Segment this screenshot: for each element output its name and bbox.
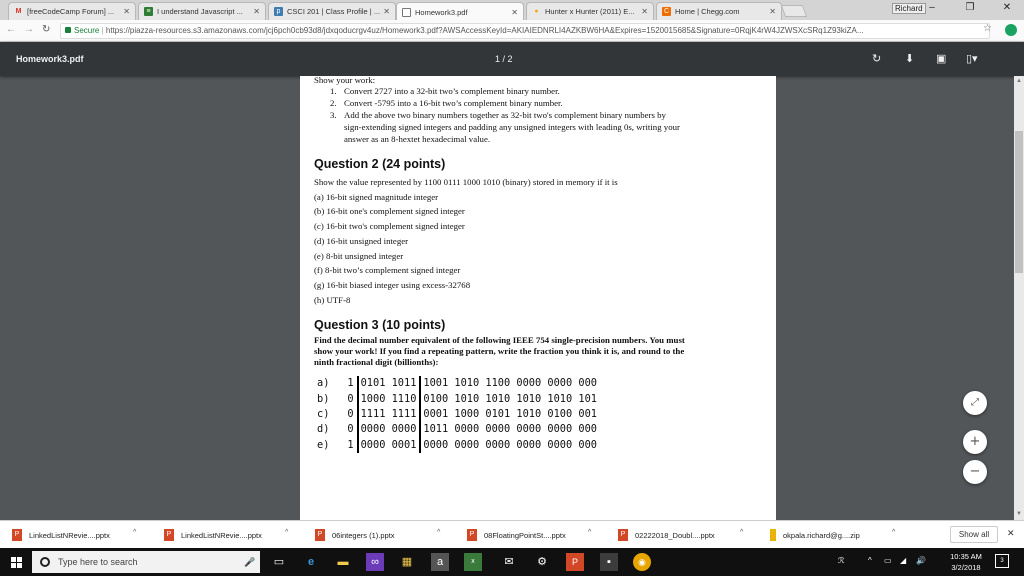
list-item: (b) 16-bit one's complement signed integer <box>314 206 465 217</box>
page-icon: ≡ <box>144 7 153 16</box>
list-item: (g) 16-bit biased integer using excess-32768 <box>314 279 471 290</box>
forward-icon[interactable]: → <box>24 24 34 35</box>
zoom-in-icon[interactable]: + <box>963 430 987 454</box>
pdf-title: Homework3.pdf <box>16 54 84 64</box>
url-text: https://piazza-resources.s3.amazonaws.com/jcj6pch0cb93d8/jdxqoducrgv4uz/Homework3.pdf?AWSAccessKeyId=AKIAIEDNRLI4AZKBW6HA&Expires=1520015685&Signature=0RqjK4rW4JZWSXcSRq1Z93kiZA... <box>105 26 864 35</box>
print-icon[interactable]: ▣ <box>936 53 947 65</box>
bookmark-star-icon[interactable]: ☆ <box>983 23 992 34</box>
secure-label: Secure <box>74 26 100 35</box>
powerpoint-icon: P <box>164 529 174 541</box>
download-name: LinkedListNRevie....pptx <box>29 530 110 540</box>
tab-chegg[interactable] <box>656 2 782 20</box>
address-toolbar <box>0 20 1024 42</box>
restore-icon[interactable]: ❐ <box>965 2 975 13</box>
powerpoint-icon: P <box>315 529 325 541</box>
row-label: c) <box>317 407 330 420</box>
piazza-icon: p <box>274 7 283 16</box>
notification-icon[interactable]: 3 <box>995 554 1009 568</box>
list-item <box>330 97 764 109</box>
mail-icon[interactable]: ✉ <box>504 556 514 568</box>
visual-studio-icon[interactable]: ∞ <box>366 553 384 571</box>
table-row <box>314 438 600 453</box>
clock-time: 10:35 AM <box>950 552 982 561</box>
tab-homework3[interactable] <box>396 2 524 21</box>
list-item: (c) 16-bit two's complement signed integer <box>314 221 465 232</box>
download-icon[interactable]: ⬇ <box>905 53 915 65</box>
pdf-page <box>300 76 776 520</box>
list-item <box>330 109 764 145</box>
chevron-up-icon[interactable]: ^ <box>133 529 137 536</box>
download-name: 06integers (1).pptx <box>332 530 395 540</box>
taskbar <box>0 548 1024 576</box>
download-name: 02222018_Doubl....pptx <box>635 530 715 540</box>
chevron-up-icon[interactable]: ^ <box>892 529 896 536</box>
chrome-icon[interactable]: ◉ <box>633 553 651 571</box>
close-icon[interactable]: ✕ <box>383 7 390 16</box>
taskbar-app-icon[interactable]: ▪ <box>600 553 618 571</box>
sign-bit: 0 <box>347 423 354 436</box>
scrollbar-thumb[interactable] <box>1015 131 1023 273</box>
extension-icon[interactable] <box>1005 24 1017 36</box>
close-shelf-icon[interactable]: ✕ <box>1007 528 1015 538</box>
close-icon[interactable]: ✕ <box>253 7 260 16</box>
exponent-bits: 0000 0000 <box>358 422 421 437</box>
zip-icon <box>770 529 776 541</box>
download-name: LinkedListNRevie....pptx <box>181 530 262 540</box>
show-work-label: Show your work: <box>314 76 376 85</box>
ieee754-table <box>314 376 600 452</box>
vertical-scrollbar[interactable] <box>1014 76 1024 520</box>
gmail-icon: M <box>15 8 22 15</box>
taskbar-search[interactable] <box>32 551 260 573</box>
fit-page-icon[interactable]: ⤢ <box>963 391 987 415</box>
sign-bit: 1 <box>347 438 354 451</box>
store-icon[interactable]: ▦ <box>401 556 413 568</box>
list-item: (e) 8-bit unsigned integer <box>314 250 404 261</box>
close-icon[interactable]: ✕ <box>641 7 648 16</box>
row-label: d) <box>317 423 330 436</box>
show-all-button[interactable]: Show all <box>950 526 998 543</box>
table-row <box>314 407 600 422</box>
document-icon <box>402 8 411 17</box>
powerpoint-icon: P <box>618 529 628 541</box>
powerpoint-app-icon[interactable]: P <box>566 553 584 571</box>
new-tab-button[interactable] <box>781 5 807 17</box>
download-name: 08FloatingPointSt....pptx <box>484 530 566 540</box>
download-item[interactable] <box>467 527 566 543</box>
scroll-up-icon[interactable]: ▲ <box>1016 78 1022 84</box>
battery-icon[interactable]: ▭ <box>884 556 892 565</box>
exponent-bits: 1111 1111 <box>358 407 421 422</box>
exponent-bits: 0000 0001 <box>358 438 421 453</box>
clock[interactable] <box>944 551 988 573</box>
search-placeholder: Type here to search <box>58 557 138 567</box>
profile-button[interactable]: Richard <box>892 3 926 14</box>
item-number: 3. <box>330 110 337 120</box>
list-item: (a) 16-bit signed magnitude integer <box>314 191 439 202</box>
question-3-intro: Find the decimal number equivalent of the following IEEE 754 single-precision numbers. You must show your work! If you find a repeating pattern, write the fraction you think it is, and round to the ninth fractional digit (billionths): <box>314 335 685 368</box>
list-item <box>330 85 764 97</box>
mantissa-bits: 1001 1010 1100 0000 0000 000 <box>420 376 600 391</box>
sign-bit: 1 <box>347 377 354 390</box>
table-row <box>314 422 600 437</box>
list-item: (d) 16-bit unsigned integer <box>314 235 409 246</box>
zoom-out-icon[interactable]: − <box>963 460 987 484</box>
clock-date: 3/2/2018 <box>951 563 981 572</box>
xbox-icon[interactable]: x <box>464 553 482 571</box>
file-explorer-icon[interactable]: ▬ <box>337 556 349 568</box>
powerpoint-icon: P <box>467 529 477 541</box>
microphone-icon[interactable]: 🎤 <box>244 557 256 567</box>
tab-freecodecamp[interactable] <box>8 2 136 20</box>
pdf-viewer[interactable] <box>0 76 1014 520</box>
sign-bit: 0 <box>347 407 354 420</box>
pdf-toolbar <box>0 42 1024 76</box>
chegg-icon: C <box>663 8 670 15</box>
reload-icon[interactable]: ↻ <box>42 24 51 35</box>
mantissa-bits: 0001 1000 0101 1010 0100 001 <box>420 407 600 422</box>
mantissa-bits: 0000 0000 0000 0000 0000 000 <box>420 438 600 453</box>
download-name: okpala.richard@g....zip <box>783 530 860 540</box>
tab-label: I understand Javascript ... <box>157 7 243 16</box>
mantissa-bits: 1011 0000 0000 0000 0000 000 <box>420 422 600 437</box>
back-icon[interactable]: ← <box>6 24 16 35</box>
minimize-icon[interactable]: – <box>929 2 935 13</box>
table-row <box>314 376 600 391</box>
chevron-up-icon[interactable]: ^ <box>588 529 592 536</box>
wifi-icon[interactable]: ◢ <box>900 556 907 565</box>
chevron-up-icon[interactable]: ^ <box>437 529 441 536</box>
page-counter: 1 / 2 <box>495 54 513 64</box>
amazon-icon[interactable]: a <box>431 553 449 571</box>
tab-label: Hunter x Hunter (2011) E... <box>545 7 635 16</box>
download-item[interactable] <box>164 527 262 543</box>
edge-icon[interactable]: e <box>307 556 315 568</box>
bookmark-menu-icon[interactable]: ▯▾ <box>966 53 978 65</box>
mantissa-bits: 0100 1010 1010 1010 1010 101 <box>420 392 600 407</box>
chevron-up-icon[interactable]: ^ <box>740 529 744 536</box>
question-2-intro: Show the value represented by 1100 0111 1000 1010 (binary) stored in memory if it is <box>314 177 618 187</box>
tab-label: Home | Chegg.com <box>675 7 740 16</box>
lock-icon <box>65 27 71 33</box>
tab-hunter[interactable] <box>526 2 654 20</box>
download-item[interactable] <box>618 527 715 543</box>
row-label: e) <box>317 438 330 451</box>
list-item: (h) UTF-8 <box>314 294 351 305</box>
row-label: a) <box>317 377 330 390</box>
item-text: Add the above two binary numbers together as 32-bit two's complement binary numbers by sign-extending signed integers and padding any unsigned integers with leading 0s, writing your answer as an 8-hextet hexadecimal value. <box>344 110 680 144</box>
chevron-up-icon[interactable]: ^ <box>285 529 289 536</box>
tab-strip <box>0 0 1024 20</box>
tab-label: CSCI 201 | Class Profile | ... <box>287 7 381 16</box>
circle-icon: ● <box>534 8 539 15</box>
q1-list <box>330 85 764 145</box>
download-item[interactable] <box>770 527 860 543</box>
question-2-heading: Question 2 (24 points) <box>314 157 446 171</box>
downloads-shelf <box>0 520 1024 548</box>
exponent-bits: 1000 1110 <box>358 392 421 407</box>
windows-start-icon[interactable] <box>11 557 22 568</box>
download-item[interactable] <box>315 527 395 543</box>
rotate-icon[interactable]: ↻ <box>872 53 882 65</box>
list-item: (f) 8-bit two’s complement signed integer <box>314 265 461 276</box>
powerpoint-icon: P <box>12 529 22 541</box>
chevron-up-icon[interactable]: ^ <box>868 556 872 565</box>
exponent-bits: 0101 1011 <box>358 376 421 391</box>
item-text: Convert -5795 into a 16-bit two’s complement binary number. <box>344 98 563 108</box>
tab-piazza[interactable] <box>268 2 396 20</box>
task-view-icon[interactable]: ▭ <box>273 556 285 568</box>
close-icon[interactable]: ✕ <box>123 7 130 16</box>
row-label: b) <box>317 392 330 405</box>
tab-javascript[interactable] <box>138 2 266 20</box>
tab-label: Homework3.pdf <box>415 7 468 17</box>
close-icon[interactable]: ✕ <box>511 7 518 17</box>
table-row <box>314 392 600 407</box>
scroll-down-icon[interactable]: ▼ <box>1016 511 1022 517</box>
settings-gear-icon[interactable]: ⚙ <box>537 556 547 568</box>
sign-bit: 0 <box>347 392 354 405</box>
question-3-heading: Question 3 (10 points) <box>314 318 446 333</box>
item-number: 2. <box>330 98 337 108</box>
window-close-icon[interactable]: ✕ <box>1002 2 1012 13</box>
address-bar[interactable]: Secure | https://piazza-resources.s3.amazonaws.com/jcj6pch0cb93d8/jdxqoducrgv4uz/Homework3.pdf?AWSAccessKeyId=AKIAIEDNRLI4AZKBW6HA&Expires=1520015685&Signature=0RqjK4rW4JZWSXcSRq1Z93kiZA... <box>60 23 990 39</box>
tab-label: [freeCodeCamp Forum] ... <box>27 7 115 16</box>
close-icon[interactable]: ✕ <box>769 7 776 16</box>
item-text: Convert 2727 into a 32-bit two’s complement binary number. <box>344 86 560 96</box>
search-icon <box>40 557 50 567</box>
volume-icon[interactable]: 🔊 <box>916 556 926 565</box>
person-icon[interactable]: ℛ <box>838 556 845 565</box>
download-item[interactable] <box>12 527 110 543</box>
item-number: 1. <box>330 86 337 96</box>
page-content <box>314 76 764 453</box>
